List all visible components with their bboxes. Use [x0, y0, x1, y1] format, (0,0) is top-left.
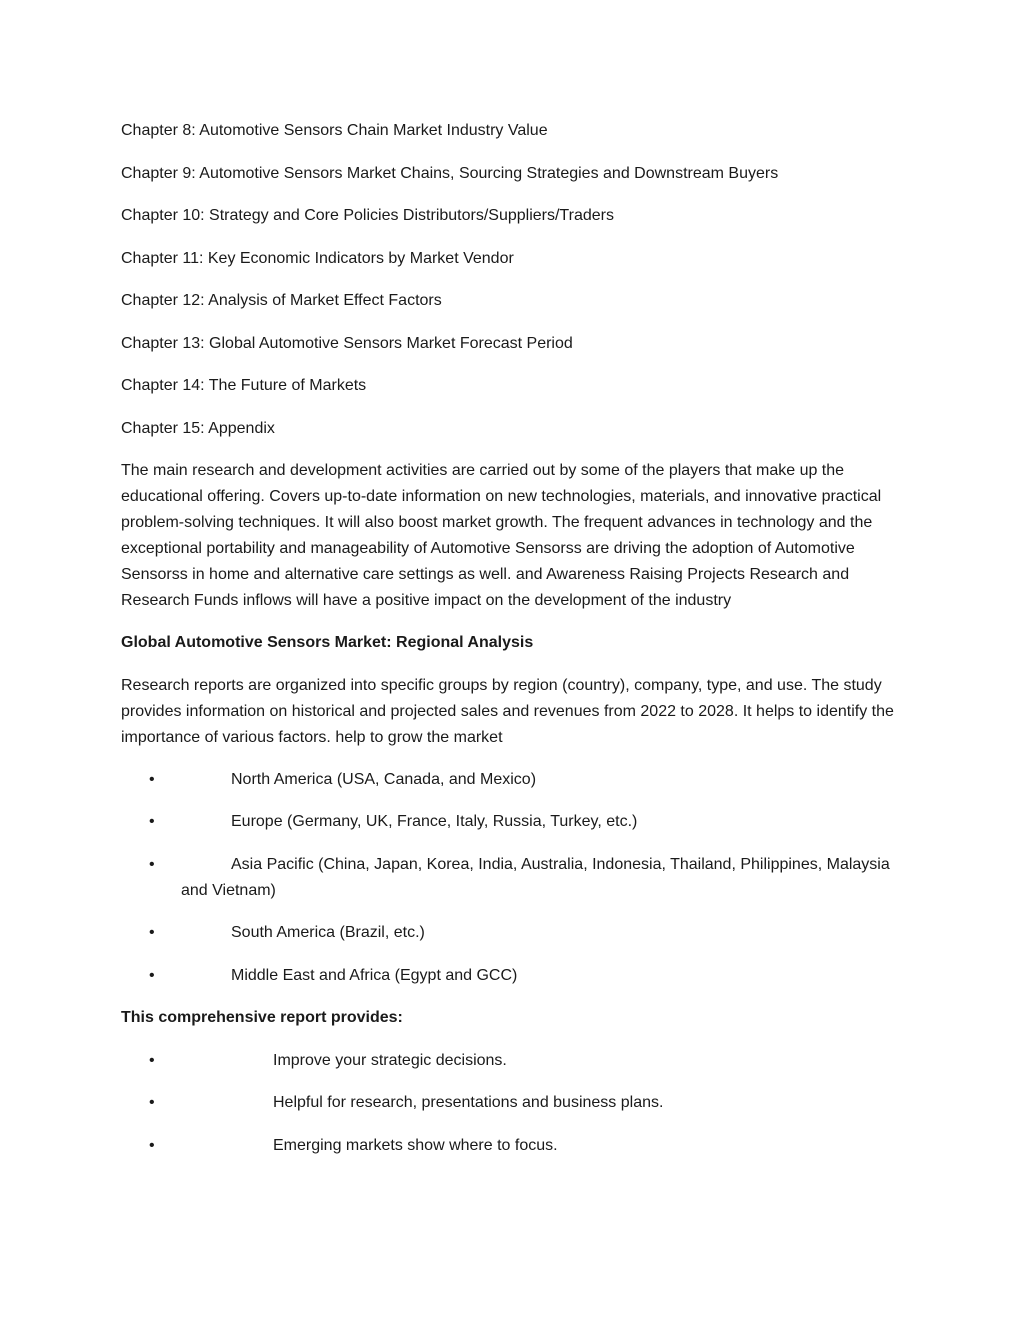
- list-item: [121, 920, 911, 946]
- list-item: [121, 1048, 911, 1074]
- chapter-line: Chapter 8: Automotive Sensors Chain Market Industry Value: [121, 122, 548, 139]
- bullet-icon: •: [149, 1094, 155, 1111]
- region-label: Middle East and Africa (Egypt and GCC): [231, 966, 518, 984]
- chapter-line: Chapter 11: Key Economic Indicators by Market Vendor: [121, 249, 514, 267]
- regional-heading: Global Automotive Sensors Market: Regional Analysis: [121, 634, 534, 651]
- bullet-icon: •: [149, 770, 155, 788]
- bullet-icon: •: [149, 966, 155, 984]
- bullet-icon: •: [149, 924, 155, 941]
- region-label: South America (Brazil, etc.): [231, 924, 425, 941]
- chapter-line: Chapter 10: Strategy and Core Policies Distributors/Suppliers/Traders: [121, 207, 614, 224]
- bullet-icon: •: [149, 1051, 155, 1069]
- list-item: [121, 1090, 911, 1116]
- list-item: [121, 1133, 911, 1159]
- list-item: [121, 963, 911, 989]
- bullet-icon: •: [149, 855, 155, 873]
- chapter-line: Chapter 13: Global Automotive Sensors Market Forecast Period: [121, 334, 573, 352]
- region-label: Asia Pacific (China, Japan, Korea, India, Australia, Indonesia, Thailand, Philippines, Malaysia and Vietnam): [181, 855, 890, 899]
- document-page: [121, 118, 911, 1175]
- region-label: Europe (Germany, UK, France, Italy, Russia, Turkey, etc.): [231, 813, 638, 830]
- benefit-list: [121, 1048, 911, 1159]
- region-list: [121, 767, 911, 989]
- region-label: North America (USA, Canada, and Mexico): [231, 770, 537, 788]
- regional-intro: Research reports are organized into specific groups by region (country), company, type, and use. The study provides information on historical and projected sales and revenues from 2022 to 2028. It helps to identify the importance of various factors. help to grow the market: [121, 676, 894, 746]
- bullet-icon: •: [149, 1136, 155, 1154]
- benefit-label: Improve your strategic decisions.: [273, 1051, 507, 1069]
- list-item: [121, 852, 911, 904]
- benefit-label: Helpful for research, presentations and business plans.: [273, 1094, 664, 1111]
- benefit-label: Emerging markets show where to focus.: [273, 1136, 558, 1154]
- chapter-line: Chapter 15: Appendix: [121, 419, 275, 437]
- bullet-icon: •: [149, 813, 155, 830]
- rd-paragraph: The main research and development activities are carried out by some of the players that make up the educational offering. Covers up-to-date information on new technologies, materials, and innovative practical problem-solving techniques. It will also boost market growth. The frequent advances in technology and the exceptional portability and manageability of Automotive Sensorss are driving the adoption of Automotive Sensorss in home and alternative care settings as well. and Awareness Raising Projects Research and Research Funds inflows will have a positive impact on the development of the industry: [121, 462, 882, 609]
- report-heading: This comprehensive report provides:: [121, 1009, 403, 1026]
- chapter-line: Chapter 12: Analysis of Market Effect Factors: [121, 292, 442, 309]
- chapter-line: Chapter 14: The Future of Markets: [121, 377, 367, 394]
- chapter-list: [121, 118, 911, 442]
- list-item: [121, 809, 911, 835]
- chapter-line: Chapter 9: Automotive Sensors Market Chains, Sourcing Strategies and Downstream Buyers: [121, 164, 779, 182]
- list-item: [121, 767, 911, 793]
